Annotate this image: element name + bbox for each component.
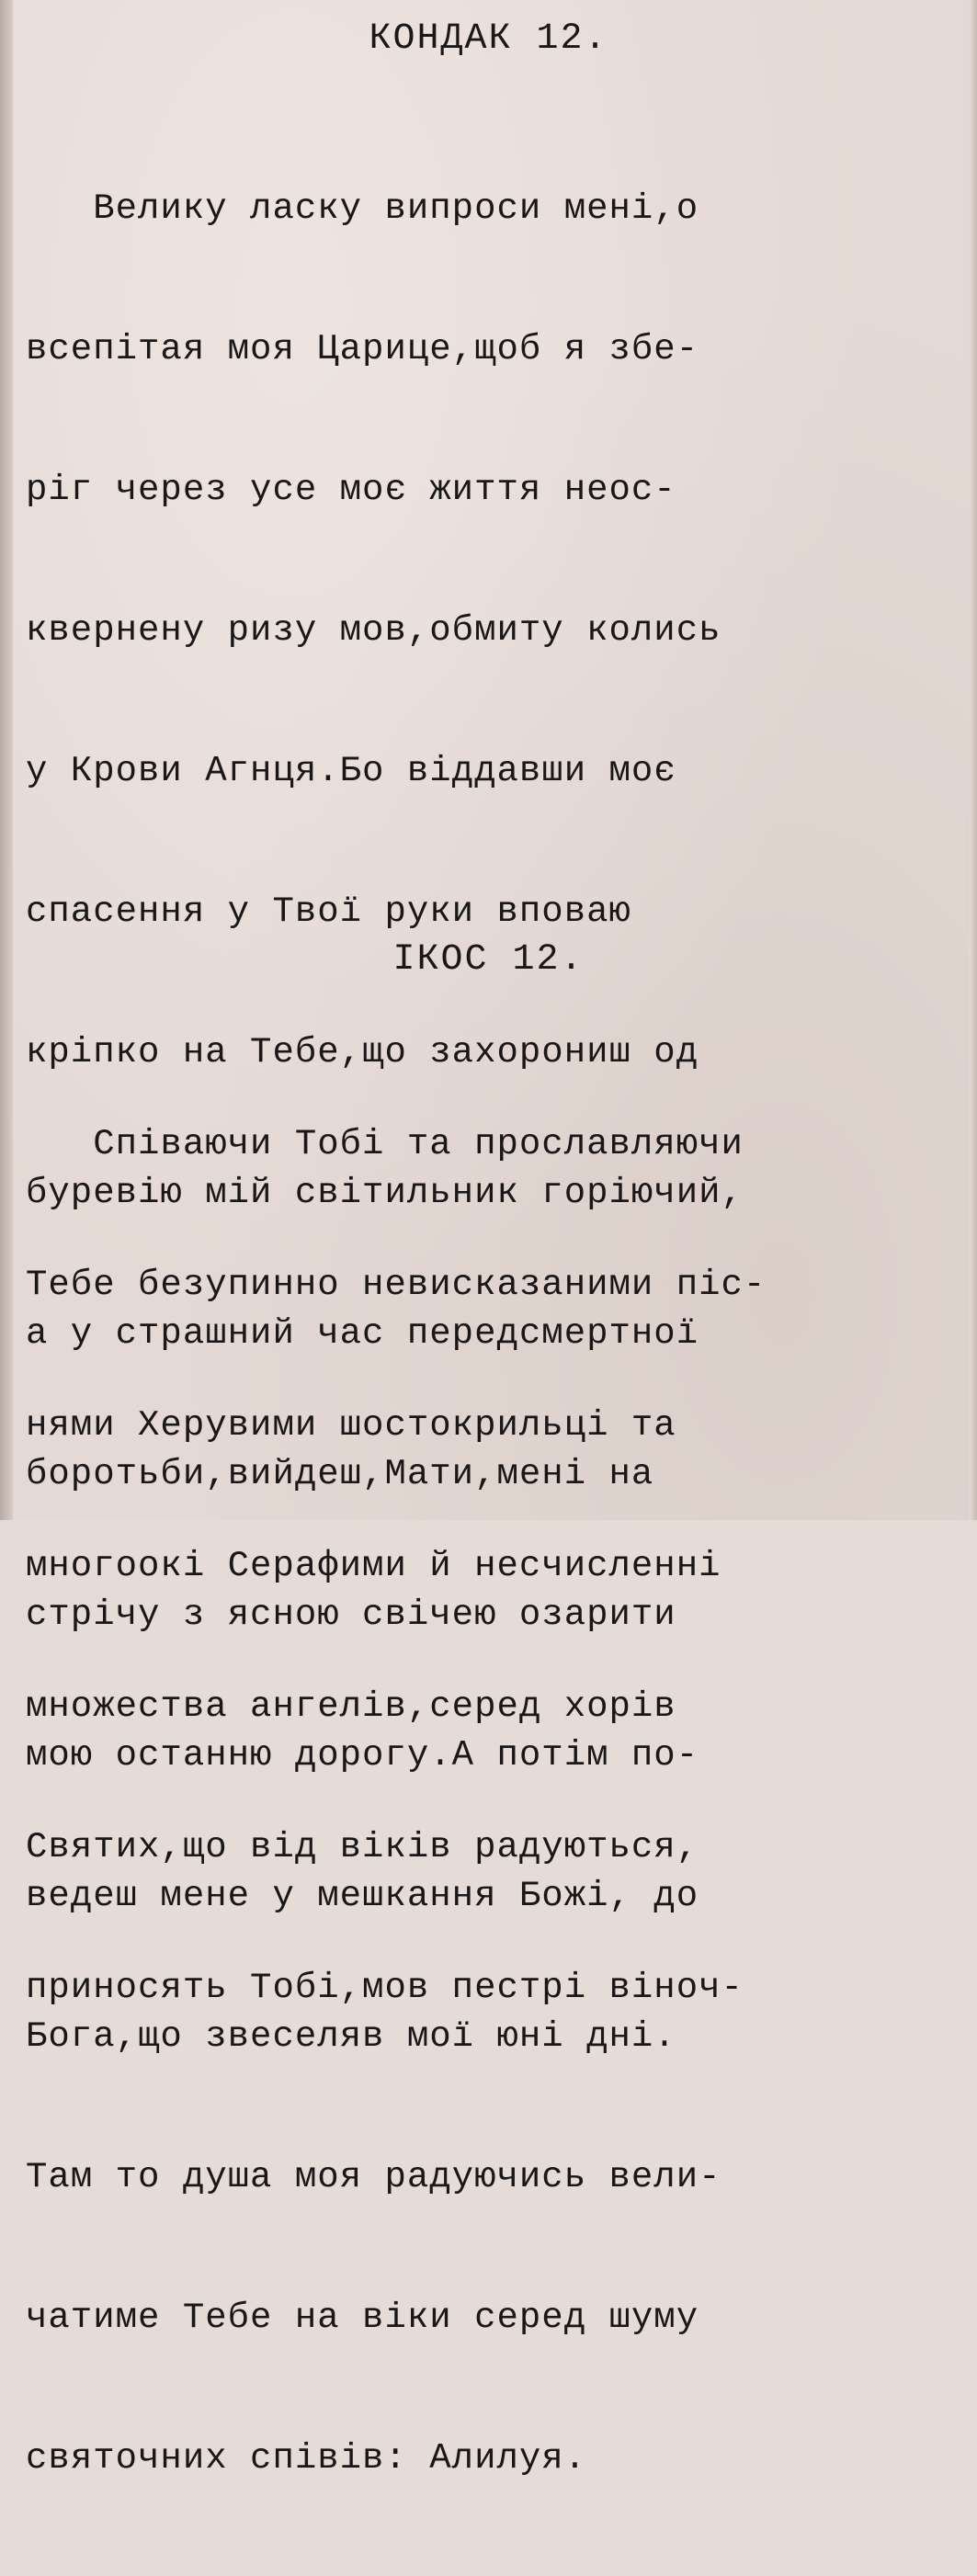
text-line: Святих,що від віків радуються, — [26, 1827, 699, 1867]
text-line: множества ангелів,серед хорів — [26, 1686, 676, 1727]
text-line: а у страшний час передсмертної — [26, 1313, 699, 1354]
text-line: стрічу з ясною свічею озарити — [26, 1594, 676, 1635]
text-line: Бога,що звеселяв мої юні дні. — [26, 2016, 676, 2057]
text-line: квернену ризу мов,обмиту колись — [26, 610, 721, 651]
text-line: чатиме Тебе на віки серед шуму — [26, 2298, 699, 2338]
text-line: мою останню дорогу.А потім по- — [26, 1735, 699, 1776]
text-line: нями Херувими шостокрильці та — [26, 1405, 676, 1446]
text-line: Велику ласку випроси мені,о — [26, 188, 699, 229]
text-line: спасення у Твої руки вповаю — [26, 891, 631, 932]
text-line: приносять Тобі,мов пестрі віноч- — [26, 1968, 744, 2008]
text-line: ведеш мене у мешкання Божі, до — [26, 1876, 699, 1916]
page-left-edge — [0, 0, 13, 1520]
text-line: многоокі Серафими й несчисленні — [26, 1546, 721, 1586]
kondak-heading: КОНДАК 12. — [369, 18, 608, 60]
text-line: буревію мій світильник горіючий, — [26, 1173, 744, 1213]
text-line: всепітая моя Царице,щоб я збе- — [26, 329, 699, 369]
ikos-heading: ІКОС 12. — [392, 939, 585, 981]
text-line: у Крови Агнця.Бо віддавши моє — [26, 751, 676, 791]
text-line: Тебе безупинно невисказаними піс- — [26, 1265, 767, 1305]
ikos-text — [26, 1027, 954, 2105]
page-right-edge — [970, 0, 977, 1520]
text-line: кріпко на Тебе,що захорониш од — [26, 1032, 699, 1072]
text-line: ріг через усе моє життя неос- — [26, 470, 676, 510]
text-line: боротьби,вийдеш,Мати,мені на — [26, 1454, 654, 1494]
text-line: Там то душа моя радуючись вели- — [26, 2157, 721, 2197]
text-line: Співаючи Тобі та прославляючи — [26, 1124, 744, 1164]
text-line: святочних співів: Алилуя. — [26, 2438, 587, 2479]
